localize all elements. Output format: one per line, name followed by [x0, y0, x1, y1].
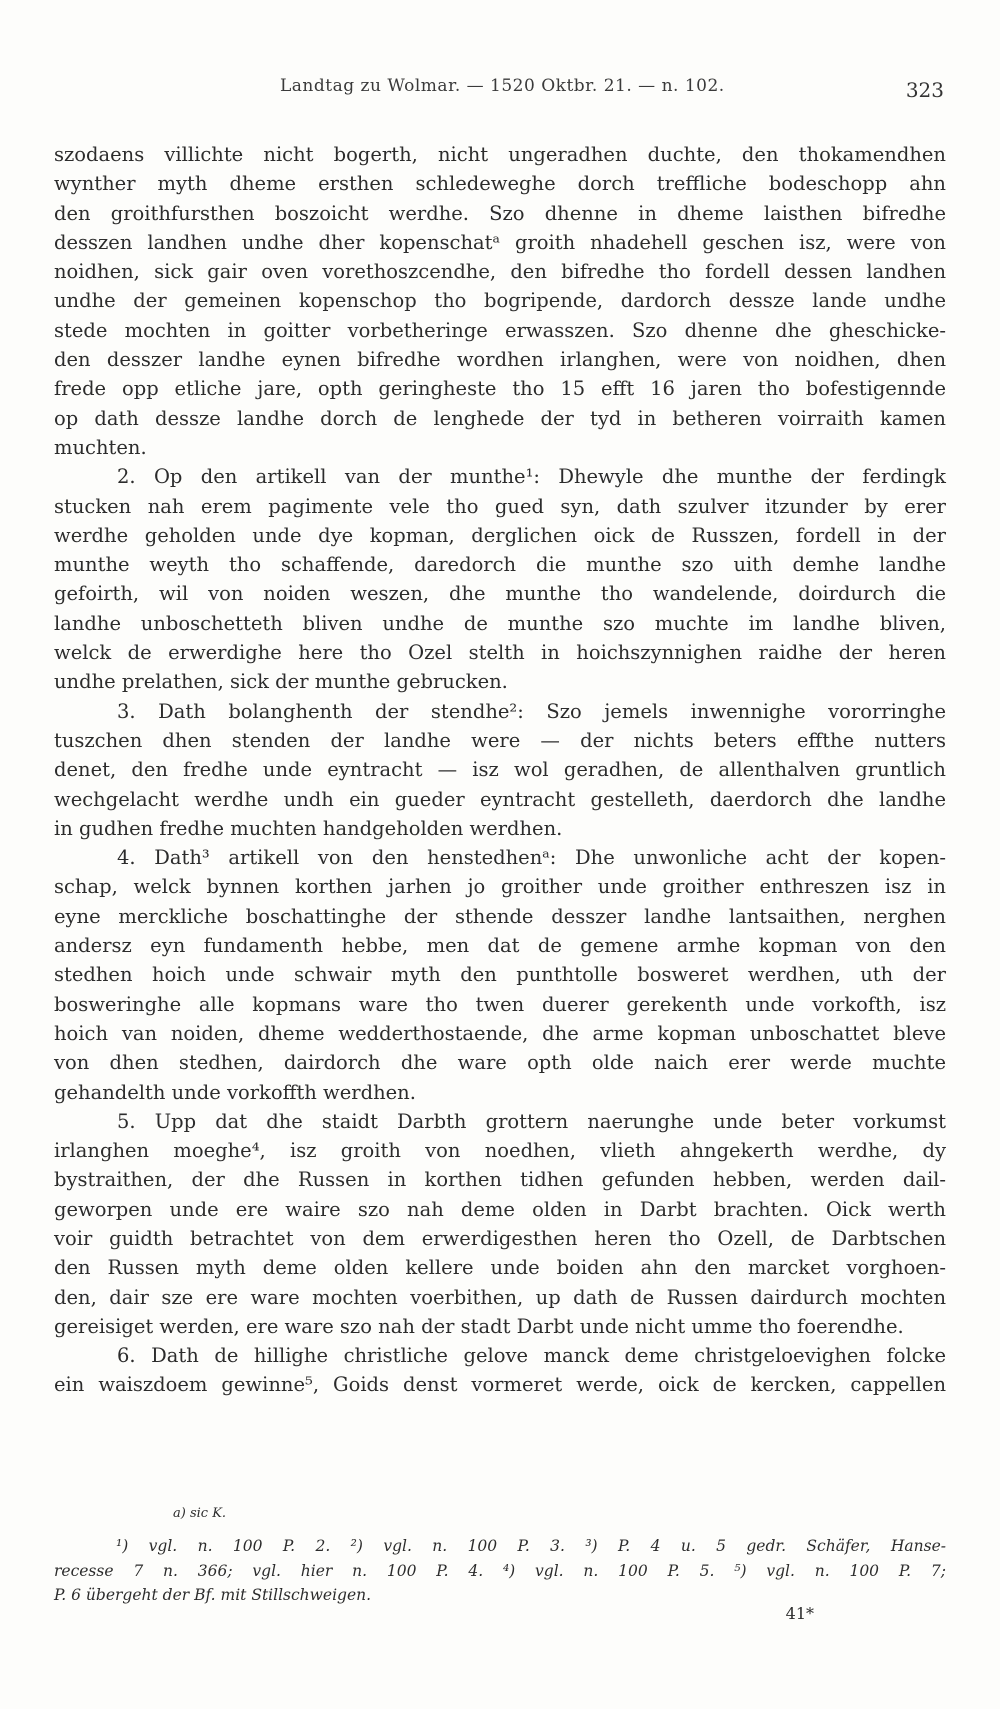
page-number: 323 [905, 78, 944, 102]
text-line: szodaens villichte nicht bogerth, nicht ungeradhen duchte, den thokamendhen [54, 143, 946, 166]
text-line: tuszchen dhen stenden der landhe were — der nichts beters effthe nutters [54, 728, 946, 752]
footnote-line: P. 6 übergeht der Bf. mit Stillschweigen. [54, 1586, 372, 1604]
running-head: Landtag zu Wolmar. — 1520 Oktbr. 21. — n. 102. [280, 76, 725, 96]
text-line: geworpen unde ere waire szo nah deme olden in Darbt brachten. Oick werth [54, 1197, 946, 1221]
text-line: welck de erwerdighe here tho Ozel stelth in hoichszynnighen raidhe der heren [54, 641, 946, 665]
text-line: wechgelacht werdhe undh ein gueder eyntracht gestelleth, daerdorch dhe landhe [54, 787, 946, 811]
text-line: irlanghen moeghe⁴, isz groith von noedhen, vlieth ahngekerth werdhe, dy [54, 1139, 946, 1163]
text-line: landhe unboschetteth bliven undhe de munthe szo muchte im landhe bliven, [54, 611, 946, 635]
text-line: voir guidth betrachtet von dem erwerdigesthen heren tho Ozell, de Darbtschen [54, 1226, 946, 1250]
text-line: muchten. [54, 435, 147, 459]
text-line: munthe weyth tho schaffende, daredorch die munthe szo uith demhe landhe [54, 553, 946, 577]
text-line: ein waiszdoem gewinne⁵, Goids denst vormeret werde, oick de kercken, cappellen [54, 1373, 946, 1397]
text-line: stede mochten in goitter vorbetheringe erwasszen. Szo dhenne dhe gheschicke- [54, 318, 946, 342]
text-line: andersz eyn fundamenth hebbe, men dat de gemene armhe kopman von den [54, 934, 946, 958]
text-line: eyne merckliche boschattinghe der sthende desszer landhe lantsaithen, nerghen [54, 904, 946, 928]
text-line: desszen landhen undhe dher kopenschatᵃ groith nhadehell geschen isz, were von [54, 230, 946, 254]
text-line: stedhen hoich unde schwair myth den punthtolle bosweret werdhen, uth der [54, 963, 946, 987]
footnote-line: ¹) vgl. n. 100 P. 2. ²) vgl. n. 100 P. 3. ³) P. 4 u. 5 gedr. Schäfer, Hanse- [116, 1537, 946, 1555]
paragraph-3-start: 3. Dath bolanghenth der stendhe²: Szo jemels inwennighe vororringhe [117, 699, 946, 723]
signature-mark: 41* [785, 1604, 814, 1623]
footnotes [54, 1534, 946, 1608]
text-line: denet, den fredhe unde eyntracht — isz wol geradhen, de allenthalven gruntlich [54, 758, 946, 782]
text-line: den groithfursthen boszoicht werdhe. Szo dhenne in dheme laisthen bifredhe [54, 201, 946, 225]
text-line: bystraithen, der dhe Russen in korthen tidhen gefunden hebben, werden dail- [54, 1168, 946, 1192]
text-line: bosweringhe alle kopmans ware tho twen duerer gerekenth unde vorkofth, isz [54, 992, 946, 1016]
text-line: gereisiget werden, ere ware szo nah der stadt Darbt unde nicht umme tho foerendhe. [54, 1314, 904, 1338]
text-line: wynther myth dheme ersthen schledeweghe dorch treffliche bodeschopp ahn [54, 172, 946, 196]
text-line: den, dair sze ere ware mochten voerbithen, up dath de Russen dairdurch mochten [54, 1285, 946, 1309]
text-line: stucken nah erem pagimente vele tho gued syn, dath szulver itzunder by erer [54, 494, 946, 518]
text-line: noidhen, sick gair oven vorethoszcendhe, den bifredhe tho fordell dessen landhen [54, 260, 946, 284]
text-line: schap, welck bynnen korthen jarhen jo groither unde groither enthreszen isz in [54, 875, 946, 899]
text-line: in gudhen fredhe muchten handgeholden werdhen. [54, 816, 563, 840]
text-line: den Russen myth deme olden kellere unde boiden ahn den marcket vorghoen- [54, 1256, 946, 1280]
text-line: undhe prelathen, sick der munthe gebrucken. [54, 670, 508, 694]
text-line: von dhen stedhen, dairdorch dhe ware opth olde naich erer werde muchte [54, 1051, 946, 1075]
paragraph-2-start: 2. Op den artikell van der munthe¹: Dhewyle dhe munthe der ferdingk [117, 465, 946, 489]
paragraph-5-start: 5. Upp dat dhe staidt Darbth grottern naerunghe unde beter vorkumst [117, 1109, 946, 1133]
text-line: den desszer landhe eynen bifredhe wordhen irlanghen, were von noidhen, dhen [54, 348, 946, 372]
text-line: frede opp etliche jare, opth geringheste tho 15 efft 16 jaren tho bofestigennde [54, 377, 946, 401]
text-line: gehandelth unde vorkoffth werdhen. [54, 1080, 416, 1104]
editorial-note: a) sic K. [173, 1506, 227, 1521]
body-text [54, 140, 946, 1400]
paragraph-4-start: 4. Dath³ artikell von den henstedhenᵃ: Dhe unwonliche acht der kopen- [117, 846, 946, 870]
paragraph-6-start: 6. Dath de hillighe christliche gelove manck deme christgeloevighen folcke [117, 1344, 946, 1368]
text-line: op dath dessze landhe dorch de lenghede der tyd in betheren voirraith kamen [54, 406, 946, 430]
footnote-line: recesse 7 n. 366; vgl. hier n. 100 P. 4. ⁴) vgl. n. 100 P. 5. ⁵) vgl. n. 100 P. 7; [54, 1561, 946, 1580]
text-line: undhe der gemeinen kopenschop tho bogripende, dardorch dessze lande undhe [54, 289, 946, 313]
text-line: gefoirth, wil von noiden weszen, dhe munthe tho wandelende, doirdurch die [54, 582, 946, 606]
text-line: hoich van noiden, dheme wedderthostaende, dhe arme kopman unboschattet bleve [54, 1021, 946, 1045]
text-line: werdhe geholden unde dye kopman, derglichen oick de Russzen, fordell in der [54, 523, 946, 547]
